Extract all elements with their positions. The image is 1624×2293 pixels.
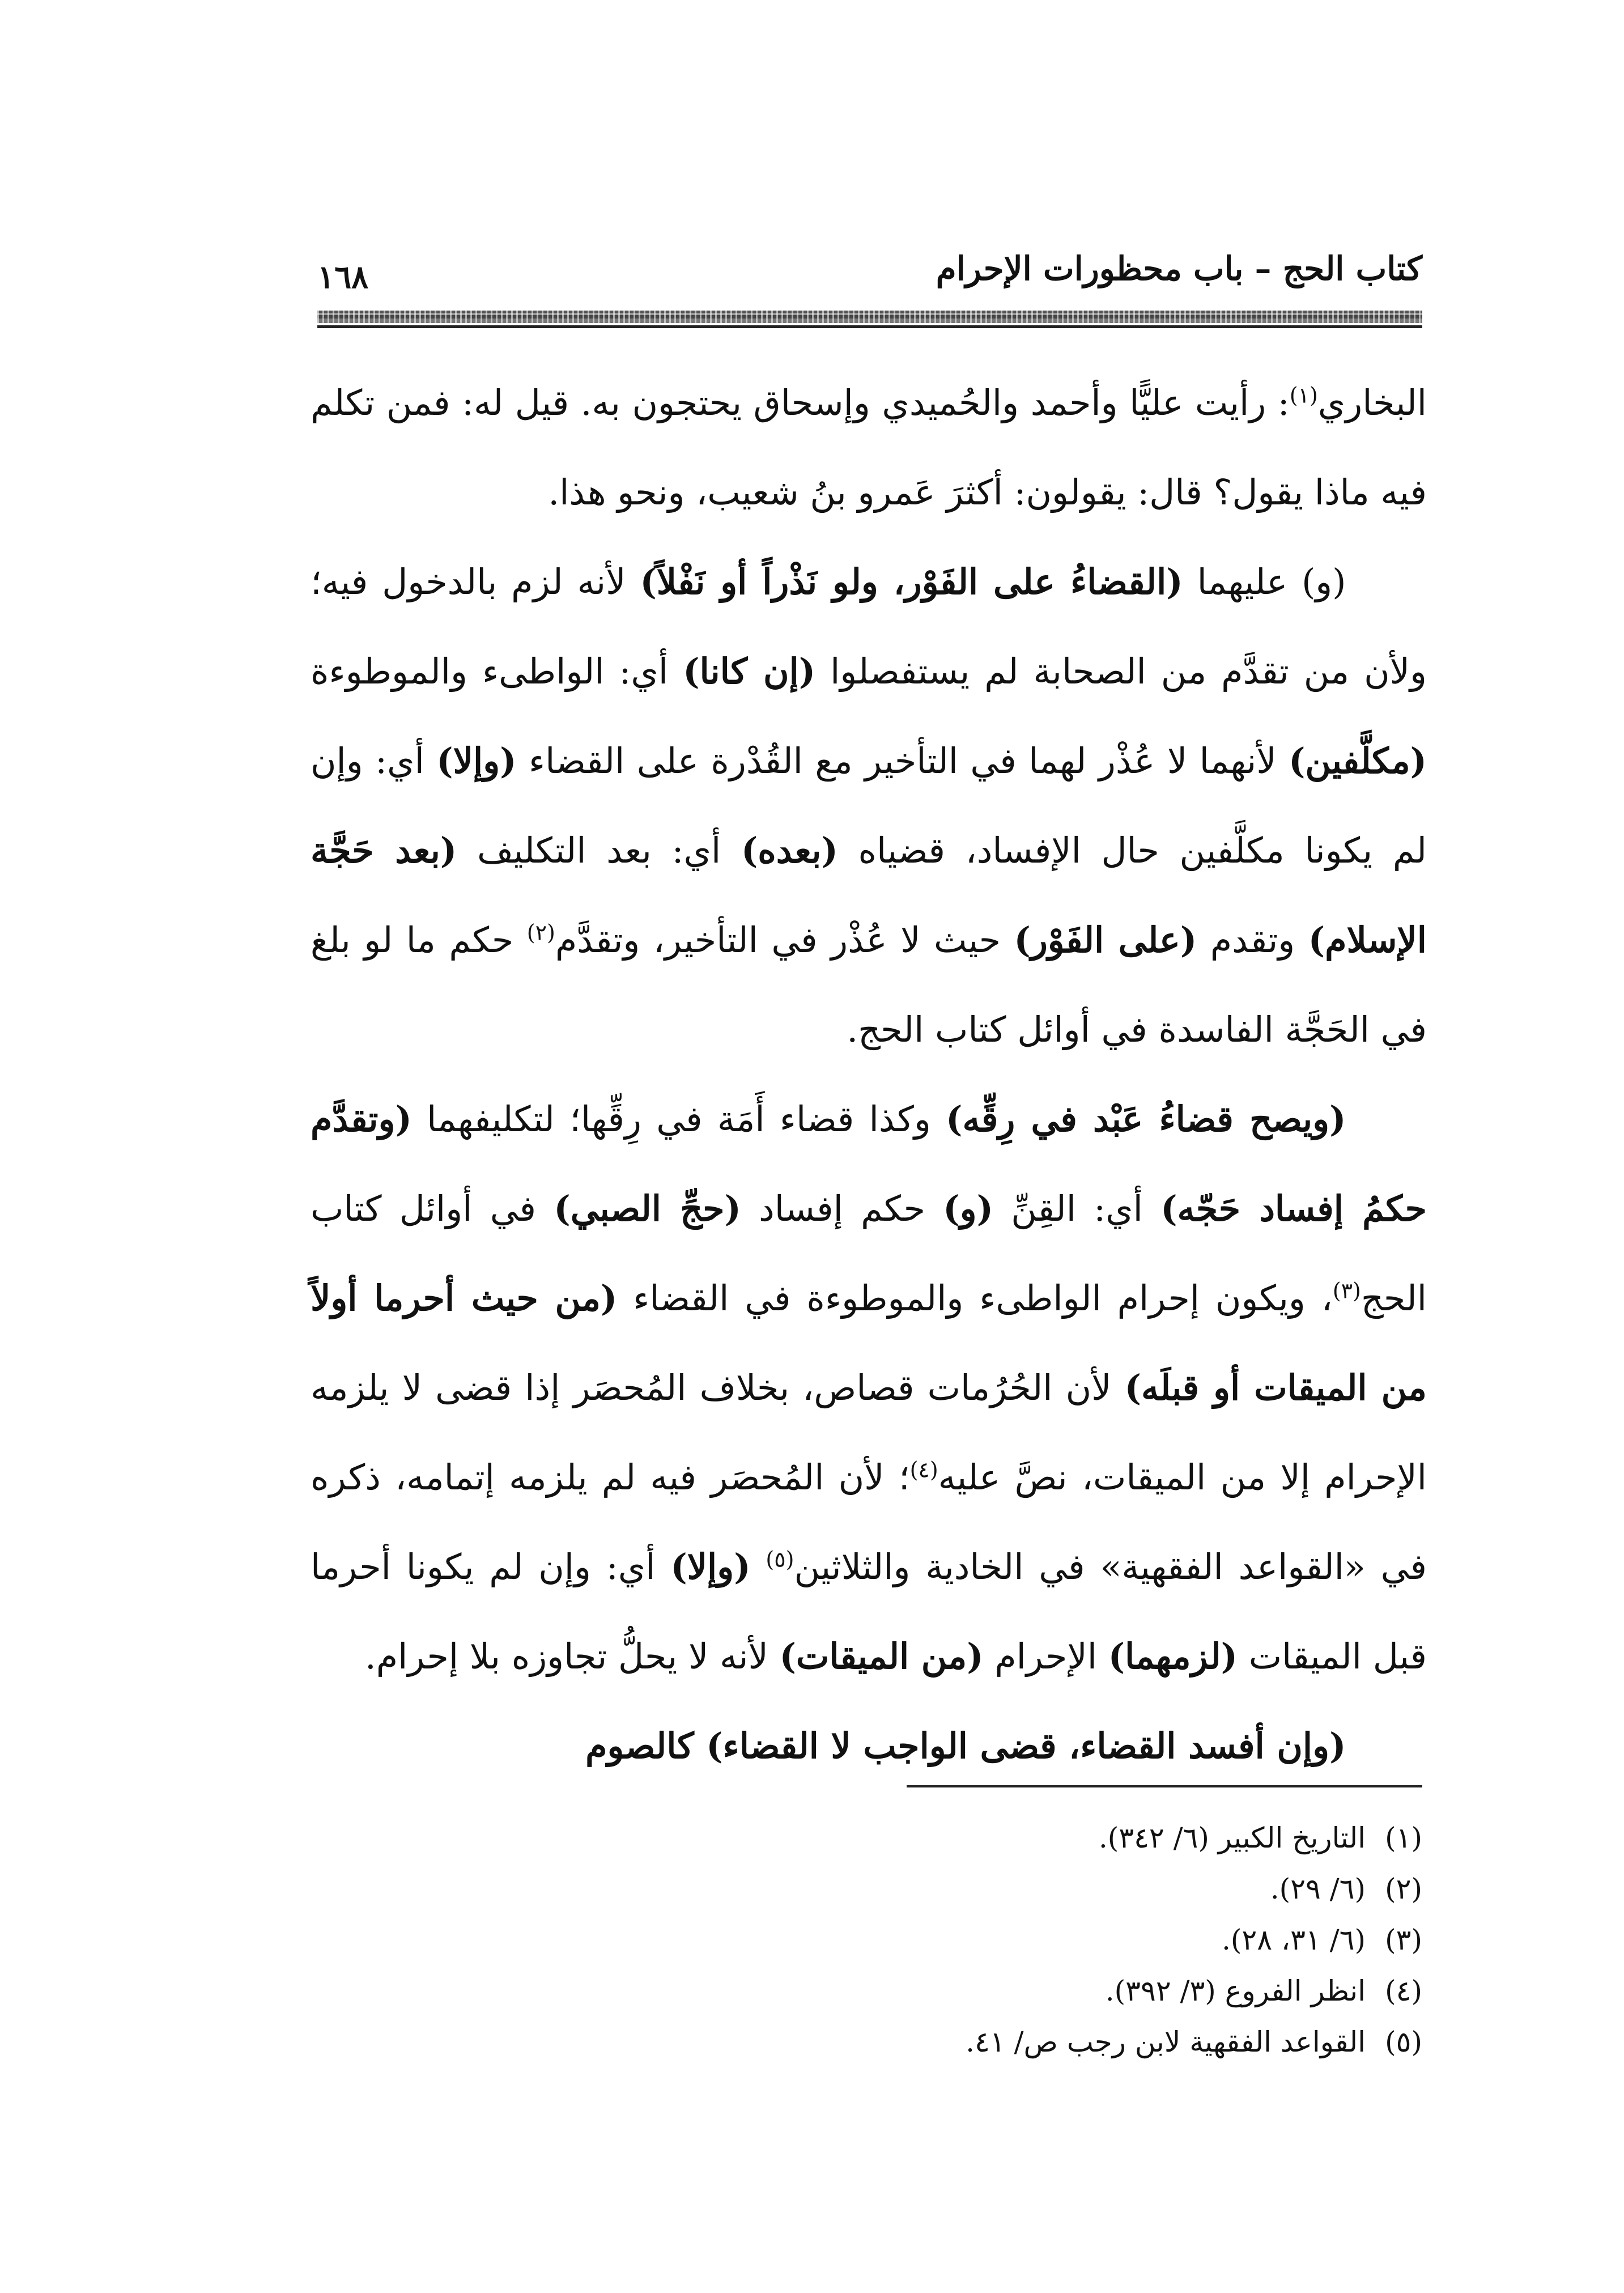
text-run: (و) عليهما	[1183, 561, 1346, 602]
footnote-separator	[907, 1785, 1422, 1787]
footnotes	[317, 1812, 1422, 2067]
footnote-text: التاريخ الكبير (٦/ ٣٤٢).	[1098, 1821, 1366, 1854]
footnote-ref-5: (٥)	[766, 1547, 794, 1572]
text-run: حكم ما لو بلغ في الحَجَّة الفاسدة في أوائل كتاب الحج.	[311, 919, 1427, 1050]
running-header	[317, 249, 1422, 312]
footnote-number: (٤)	[1385, 1974, 1422, 2007]
text-run: حكم إفساد	[741, 1188, 943, 1229]
matn-text: (لزمهما)	[1108, 1636, 1238, 1677]
footnote-number: (٣)	[1385, 1923, 1422, 1956]
matn-text: (وتقدَّم حكمُ إفساد حَجّه)	[311, 1098, 1427, 1229]
text-run: وكذا قضاء أَمَة في رِقِّها؛ لتكليفهما	[411, 1098, 946, 1140]
matn-text: (وإن أفسد القضاء، قضى الواجب لا القضاء) كالصوم	[585, 1725, 1346, 1767]
matn-text: (القضاءُ على الفَوْر، ولو نَذْراً أو نَفْلاً)	[640, 561, 1183, 602]
footnote-ref-2: (٢)	[526, 920, 555, 945]
text-run	[751, 1546, 766, 1587]
matn-text: (بعد حَجَّة الإسلام)	[311, 830, 1427, 961]
footnote-number: (٢)	[1385, 1872, 1422, 1905]
footnote-text: انظر الفروع (٣/ ٣٩٢).	[1105, 1974, 1366, 2007]
footnote-number: (٥)	[1385, 2026, 1422, 2058]
matn-text: (وإلا)	[670, 1546, 751, 1587]
matn-text: (من الميقات)	[779, 1636, 984, 1677]
matn-text: (إن كانا)	[683, 651, 816, 692]
paragraph-4	[311, 1701, 1427, 1791]
text-run: لأنه لا يحلُّ تجاوزه بلا إحرام.	[365, 1636, 780, 1677]
text-run: ؛ لأن المُحصَر فيه لم يلزمه إتمامه، ذكره في «القواعد الفقهية» في الخادية والثلاثين	[311, 1457, 1427, 1587]
text-run: أي: القِنِّ	[993, 1188, 1161, 1229]
text-run: حيث لا عُذْر في التأخير، وتقدَّم	[555, 919, 1014, 961]
footnote-text: القواعد الفقهية لابن رجب ص/ ٤١.	[966, 2026, 1366, 2058]
text-run: أي: وإن لم يكونا أحرما قبل الميقات	[311, 1546, 1427, 1677]
text-run: البخاري	[1317, 382, 1427, 423]
paragraph-3	[311, 1075, 1427, 1701]
paragraph-1	[311, 358, 1427, 537]
footnote-ref-3: (٣)	[1332, 1278, 1361, 1303]
text-run: في أوائل كتاب الحج	[311, 1188, 1427, 1319]
footnote-4	[317, 1965, 1422, 2016]
matn-text: (وإلا)	[436, 740, 517, 782]
header-rule	[317, 311, 1422, 323]
matn-text: (بعده)	[741, 830, 838, 871]
matn-text: (على الفَوْر)	[1014, 919, 1197, 961]
footnote-3	[317, 1914, 1422, 1965]
text-run: أي: الواطىء والموطوءة	[311, 651, 683, 692]
text-run: أي: بعد التكليف	[457, 830, 741, 871]
matn-text: (من حيث أحرما أولاً من الميقات أو قبلَه)	[311, 1277, 1427, 1408]
paragraph-2	[311, 537, 1427, 1075]
matn-text: (و)	[943, 1188, 993, 1229]
matn-text: (ويصح قضاءُ عَبْد في رِقِّه)	[946, 1098, 1346, 1140]
matn-text: (مكلَّفين)	[1289, 740, 1427, 782]
matn-text: (حجِّ الصبي)	[554, 1188, 741, 1229]
footnote-text: (٦/ ٢٩).	[1270, 1872, 1366, 1905]
footnote-1	[317, 1812, 1422, 1863]
text-run: ، ويكون إحرام الواطىء والموطوءة في القضاء	[617, 1277, 1333, 1319]
text-run: لأن الحُرُمات قصاص، بخلاف المُحصَر إذا قضى لا يلزمه الإحرام إلا من الميقات، نصَّ عليه	[311, 1367, 1427, 1498]
text-run: : رأيت عليًّا وأحمد والحُميدي وإسحاق يحتجون به. قيل له: فمن تكلم فيه ماذا يقول؟ قال: يقولون: أكثرَ عَمرو بنُ شعيب، ونحو هذا.	[311, 382, 1427, 513]
text-run: لأنهما لا عُذْر لهما في التأخير مع القُدْرة على القضاء	[516, 740, 1289, 782]
text-run: وتقدم	[1197, 919, 1308, 961]
footnote-text: (٦/ ٣١، ٢٨).	[1222, 1923, 1366, 1956]
main-text	[311, 358, 1427, 1791]
footnote-number: (١)	[1385, 1821, 1422, 1854]
header-rule-bottom	[317, 325, 1422, 328]
running-title: كتاب الحج – باب محظورات الإحرام	[936, 249, 1422, 288]
footnote-2	[317, 1863, 1422, 1914]
text-run: لأنه لزم بالدخول فيه؛ ولأن من تقدَّم من الصحابة لم يستفصلوا	[311, 561, 1427, 692]
footnote-ref-4: (٤)	[909, 1457, 938, 1483]
text-run: أي: وإن لم يكونا مكلَّفين حال الإفساد، قضياه	[311, 740, 1427, 871]
text-run: الإحرام	[983, 1636, 1108, 1677]
page-number: ١٦٨	[317, 258, 369, 296]
footnote-5	[317, 2016, 1422, 2067]
footnote-ref-1: (١)	[1289, 383, 1318, 408]
